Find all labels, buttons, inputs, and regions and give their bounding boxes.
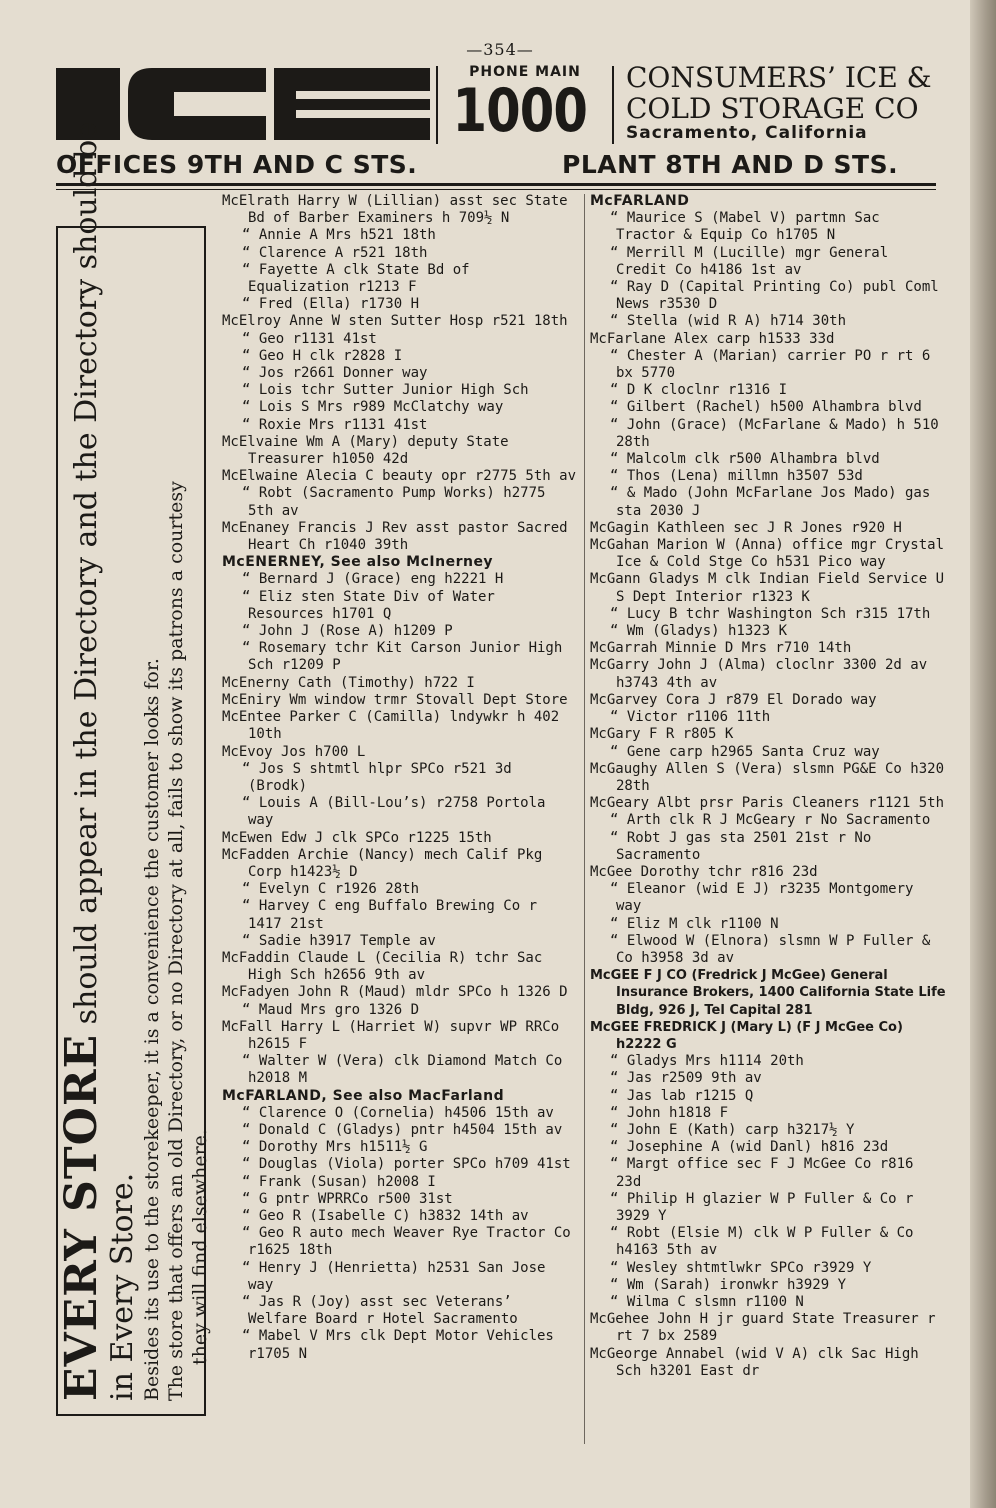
offices-address: OFFICES 9TH AND C STS. — [56, 150, 418, 179]
directory-entry: McGeary Albt prsr Paris Cleaners r1121 5th — [590, 795, 945, 812]
directory-entry: “ John E (Kath) carp h3217½ Y — [610, 1121, 855, 1138]
directory-entry: “ Wesley shtmtlwkr SPCo r3929 Y — [610, 1259, 872, 1276]
directory-entry: “ & Mado (John McFarlane Jos Mado) gas sta 2030 J — [610, 485, 931, 519]
directory-entry: “ Lucy B tchr Washington Sch r315 17th — [610, 605, 931, 622]
directory-entry: “ Geo H clk r2828 I — [242, 347, 403, 364]
directory-entry: “ Clarence O (Cornelia) h4506 15th av — [242, 1104, 554, 1121]
directory-entry: “ Dorothy Mrs h1511½ G — [242, 1139, 428, 1156]
directory-entry: “ Arth clk R J McGeary r No Sacramento — [610, 812, 931, 829]
directory-entry: McEniry Wm window trmr Stovall Dept Store — [222, 691, 568, 708]
directory-entry: “ John (Grace) (McFarlane & Mado) h 510 28th — [610, 416, 939, 450]
directory-entry: McGary F R r805 K — [590, 726, 734, 743]
page-number: —354— — [466, 40, 534, 59]
directory-entry: “ Henry J (Henrietta) h2531 San Jose way — [242, 1259, 546, 1293]
directory-entry: McGarry John J (Alma) cloclnr 3300 2d av h3743 4th av — [590, 657, 928, 691]
directory-entry: “ Jas R (Joy) asst sec Veterans’ Welfare Board r Hotel Sacramento — [242, 1294, 518, 1328]
phone-number: 1000 — [452, 76, 588, 146]
directory-entry: “ Robt J gas sta 2501 21st r No Sacramento — [610, 829, 872, 863]
directory-entry: “ Eliz M clk r1100 N — [610, 915, 779, 932]
directory-entry: McFarlane Alex carp h1533 33d — [590, 330, 835, 347]
directory-entry: “ Fred (Ella) r1730 H — [242, 296, 420, 313]
directory-entry: “ Ray D (Capital Printing Co) publ Coml News r3530 D — [610, 279, 939, 313]
advert-line-3: Besides its use to the storekeeper, it is a convenience the customer looks for. — [141, 658, 163, 1401]
directory-entry: McEnerny Cath (Timothy) h722 I — [222, 674, 475, 691]
directory-entry: McFadden Archie (Nancy) mech Calif Pkg Corp h1423½ D — [222, 846, 543, 880]
directory-entry: “ Malcolm clk r500 Alhambra blvd — [610, 451, 880, 468]
directory-entry: McFadyen John R (Maud) mldr SPCo h 1326 D — [222, 984, 568, 1001]
directory-entry: McGaughy Allen S (Vera) slsmn PG&E Co h320 28th — [590, 760, 945, 794]
directory-entry: “ Sadie h3917 Temple av — [242, 932, 436, 949]
company-name-line2: COLD STORAGE CO — [626, 92, 919, 125]
advert-line-4: The store that offers an old Directory, or no Directory at all, fails to show its patrons a courtesy — [165, 481, 187, 1401]
directory-entry: “ Louis A (Bill-Lou’s) r2758 Portola way — [242, 795, 546, 829]
directory-entry: “ John h1818 F — [610, 1104, 729, 1121]
directory-entry: McElwaine Alecia C beauty opr r2775 5th av — [222, 468, 577, 485]
directory-entry: McGeorge Annabel (wid V A) clk Sac High Sch h3201 East dr — [590, 1345, 919, 1379]
directory-entry: “ Maud Mrs gro 1326 D — [242, 1001, 420, 1018]
directory-entry: McGee Dorothy tchr r816 23d — [590, 863, 818, 880]
directory-entry: “ Wm (Sarah) ironwkr h3929 Y — [610, 1276, 847, 1293]
directory-entry: “ Bernard J (Grace) eng h2221 H — [242, 571, 504, 588]
header-divider-1 — [436, 66, 438, 144]
directory-entry: “ Jas r2509 9th av — [610, 1070, 762, 1087]
header-divider-2 — [612, 66, 614, 144]
directory-entry: McGarrah Minnie D Mrs r710 14th — [590, 640, 852, 657]
page-edge — [970, 0, 996, 1508]
header-rule-thick — [56, 183, 936, 186]
directory-entry: “ Harvey C eng Buffalo Brewing Co r 1417 21st — [242, 898, 538, 932]
advert-rotated-text — [56, 122, 211, 1401]
directory-entry: McEwen Edw J clk SPCo r1225 15th — [222, 829, 492, 846]
directory-entry: “ Gene carp h2965 Santa Cruz way — [610, 743, 880, 760]
directory-entry: “ Merrill M (Lucille) mgr General Credit Co h4186 1st av — [610, 244, 889, 278]
header-rule-thin — [56, 189, 936, 190]
directory-entry: McGahan Marion W (Anna) office mgr Crystal Ice & Cold Stge Co h531 Pico way — [590, 537, 945, 571]
directory-entry: “ Clarence A r521 18th — [242, 244, 428, 261]
left-column — [222, 193, 578, 1363]
directory-entry: “ Frank (Susan) h2008 I — [242, 1173, 436, 1190]
advert-line-5: they will find elsewhere. — [189, 1129, 211, 1365]
company-city: Sacramento, California — [626, 123, 868, 143]
directory-entry: “ G pntr WPRRCo r500 31st — [242, 1190, 453, 1207]
right-column — [590, 193, 946, 1380]
directory-entry: “ Robt (Elsie M) clk W P Fuller & Co h4163 5th av — [610, 1225, 914, 1259]
directory-entry: “ Mabel V Mrs clk Dept Motor Vehicles r1705 N — [242, 1328, 554, 1362]
directory-entry: “ Lois S Mrs r989 McClatchy way — [242, 399, 504, 416]
plant-address: PLANT 8TH AND D STS. — [562, 150, 899, 179]
directory-entry: “ Maurice S (Mabel V) partmn Sac Tractor & Equip Co h1705 N — [610, 210, 880, 244]
advert-big-words: EVERY STORE — [56, 1033, 107, 1401]
phone-label: PHONE MAIN — [469, 64, 581, 80]
directory-entry: “ Margt office sec F J McGee Co r816 23d — [610, 1156, 914, 1190]
directory-entry: “ John J (Rose A) h1209 P — [242, 623, 453, 640]
directory-entry: “ Geo R (Isabelle C) h3832 14th av — [242, 1207, 529, 1224]
directory-entry: McEnaney Francis J Rev asst pastor Sacred Heart Ch r1040 39th — [222, 519, 568, 554]
section-heading: McENERNEY, See also McInerney — [222, 554, 494, 571]
section-heading: McFARLAND — [590, 193, 690, 209]
directory-entry: “ Gilbert (Rachel) h500 Alhambra blvd — [610, 399, 922, 416]
directory-entry: McElvaine Wm A (Mary) deputy State Treasurer h1050 42d — [222, 433, 509, 468]
directory-entry: “ Walter W (Vera) clk Diamond Match Co h2018 M — [242, 1053, 563, 1087]
directory-entry: McElroy Anne W sten Sutter Hosp r521 18th — [222, 313, 568, 330]
directory-entry: McGEE FREDRICK J (Mary L) (F J McGee Co) h2222 G — [590, 1019, 903, 1052]
directory-entry: “ Elwood W (Elnora) slsmn W P Fuller & Co h3958 3d av — [610, 932, 931, 966]
directory-entry: “ Gladys Mrs h1114 20th — [610, 1053, 804, 1070]
directory-entry: McEntee Parker C (Camilla) lndywkr h 402 10th — [222, 709, 560, 743]
directory-entry: “ Robt (Sacramento Pump Works) h2775 5th av — [242, 485, 546, 519]
directory-entry: “ Donald C (Gladys) pntr h4504 15th av — [242, 1121, 563, 1138]
directory-entry: “ Lois tchr Sutter Junior High Sch — [242, 382, 529, 399]
directory-entry: “ Geo R auto mech Weaver Rye Tractor Co r1625 18th — [242, 1225, 571, 1259]
directory-entry: “ Chester A (Marian) carrier PO r rt 6 bx 5770 — [610, 347, 931, 382]
directory-entry: McGehee John H jr guard State Treasurer r rt 7 bx 2589 — [590, 1311, 936, 1345]
directory-entry: “ Fayette A clk State Bd of Equalization r1213 F — [242, 261, 470, 296]
ice-banner-logo — [56, 64, 430, 144]
directory-entry: “ Jas lab r1215 Q — [610, 1087, 754, 1104]
directory-entry: “ Wm (Gladys) h1323 K — [610, 623, 788, 640]
directory-entry: “ Wilma C slsmn r1100 N — [610, 1294, 804, 1310]
directory-entry: “ Douglas (Viola) porter SPCo h709 41st — [242, 1156, 571, 1173]
directory-entry: McEvoy Jos h700 L — [222, 743, 366, 760]
directory-entry: “ Philip H glazier W P Fuller & Co r 3929 Y — [610, 1190, 914, 1224]
directory-entry: McGann Gladys M clk Indian Field Service U S Dept Interior r1323 K — [590, 571, 945, 605]
directory-entry: McFaddin Claude L (Cecilia R) tchr Sac High Sch h2656 9th av — [222, 949, 543, 984]
directory-entry: “ Jos r2661 Donner way — [242, 365, 428, 382]
column-divider — [584, 194, 585, 1444]
directory-entry: McFall Harry L (Harriet W) supvr WP RRCo h2615 F — [222, 1018, 560, 1052]
section-heading: McFARLAND, See also MacFarland — [222, 1087, 505, 1104]
advert-line-2: in Every Store. — [105, 1172, 140, 1401]
directory-entry: McGagin Kathleen sec J R Jones r920 H — [590, 519, 902, 536]
directory-entry: “ Evelyn C r1926 28th — [242, 881, 420, 898]
directory-entry: “ Annie A Mrs h521 18th — [242, 227, 436, 244]
directory-entry: McElrath Harry W (Lillian) asst sec State Bd of Barber Examiners h 709½ N — [222, 193, 568, 227]
directory-entry: McGEE F J CO (Fredrick J McGee) General Insurance Brokers, 1400 California State Life Bldg, 926 J, Tel Capital 281 — [590, 968, 946, 1018]
directory-entry: “ Rosemary tchr Kit Carson Junior High Sch r1209 P — [242, 640, 563, 674]
company-name-line1: CONSUMERS’ ICE & — [626, 61, 932, 94]
advert-line-1-rest: should appear in the Directory and the Directory should be — [69, 122, 104, 1034]
directory-entry: “ D K cloclnr r1316 I — [610, 382, 788, 399]
every-store-advert — [56, 122, 211, 1416]
directory-entry: “ Jos S shtmtl hlpr SPCo r521 3d (Brodk) — [242, 760, 512, 794]
directory-entry: “ Stella (wid R A) h714 30th — [610, 313, 847, 330]
advert-line-1 — [56, 122, 107, 1401]
directory-entry: “ Eleanor (wid E J) r3235 Montgomery way — [610, 881, 914, 915]
directory-entry: McGarvey Cora J r879 El Dorado way — [590, 691, 877, 708]
directory-entry: “ Thos (Lena) millmn h3507 53d — [610, 468, 863, 485]
directory-entry: “ Josephine A (wid Danl) h816 23d — [610, 1139, 889, 1156]
directory-entry: “ Victor r1106 11th — [610, 709, 771, 726]
directory-entry: “ Roxie Mrs r1131 41st — [242, 416, 428, 433]
directory-entry: “ Eliz sten State Div of Water Resources h1701 Q — [242, 588, 495, 622]
directory-entry: “ Geo r1131 41st — [242, 330, 377, 347]
